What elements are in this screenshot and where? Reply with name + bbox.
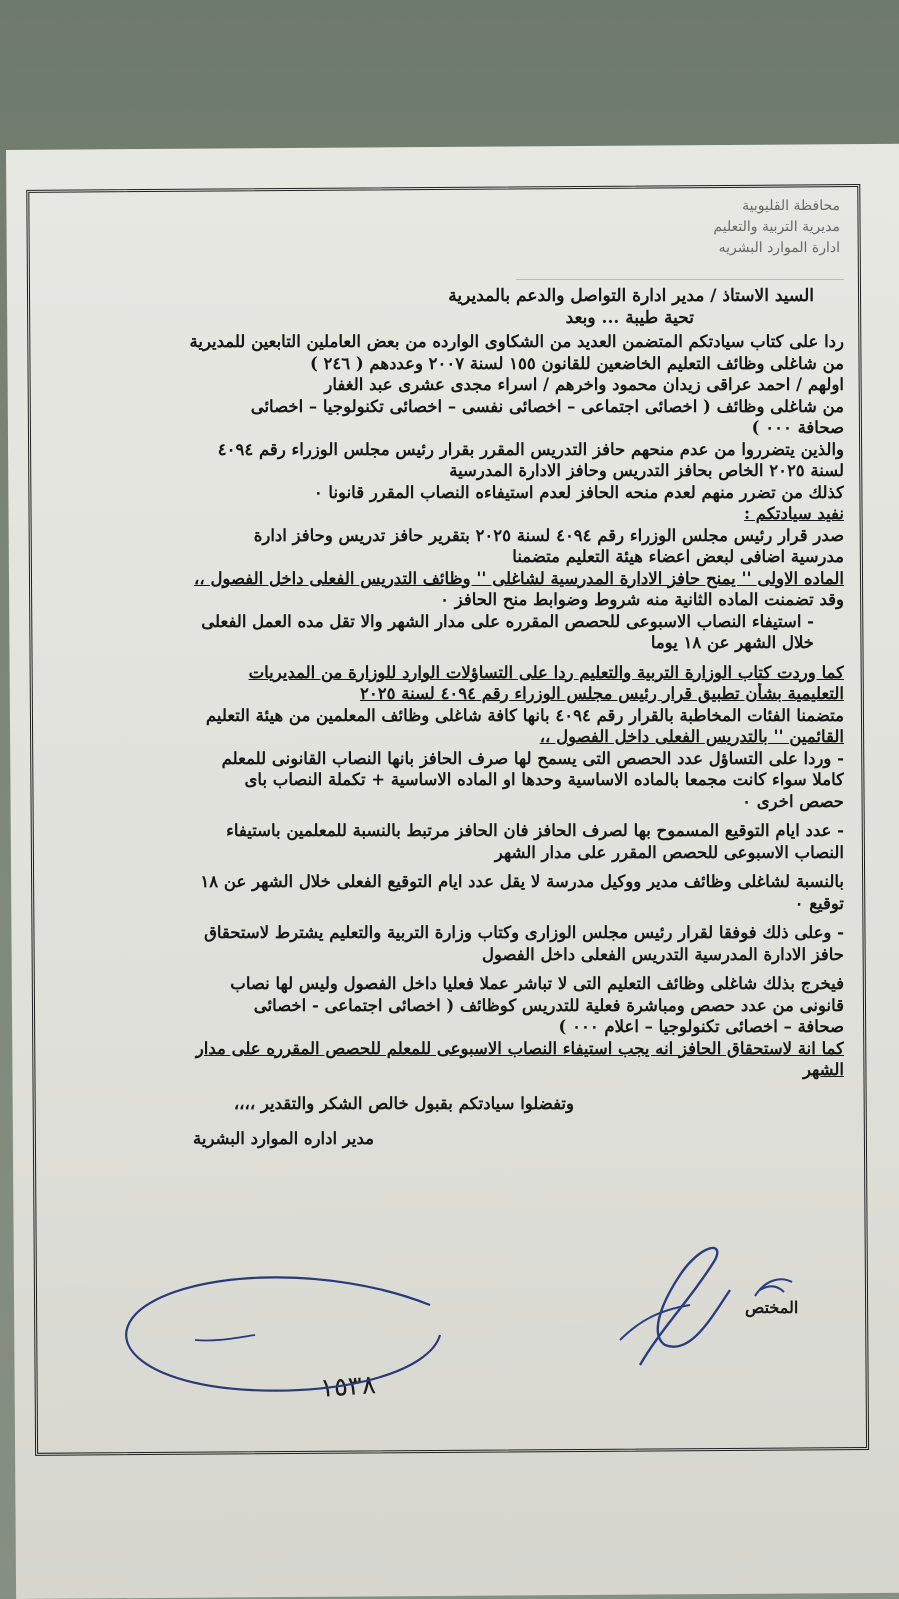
spacer (36, 965, 844, 973)
body-line: توقيع ٠ (794, 893, 844, 913)
body-line: كذلك من تضرر منهم لعدم منحه الحافز لعدم استيفاءه النصاب المقرر قانونا ٠ (313, 482, 844, 502)
body-line: وقد تضمنت الماده الثانية منه شروط وضوابط منح الحافز ٠ (440, 590, 844, 609)
clerk-label: المختص (745, 1298, 799, 1317)
body-line: كما انة لاستحقاق الحافز انه يجب استيفاء النصاب الاسبوعى للمعلم للحصص المقرره على مدار (195, 1038, 844, 1058)
body-line: كما وردت كتاب الوزارة التربية والتعليم ردا على التساؤلات الوارد للوزارة من المديريات (248, 662, 844, 682)
header-directorate: مديرية التربية والتعليم (713, 219, 840, 235)
body-line: اولهم / احمد عراقى زيدان محمود واخرهم / اسراء مجدى عشرى عبد الغفار (324, 375, 844, 394)
body-line: صحافة ٠٠٠ ) (751, 418, 844, 437)
section-heading: نفيد سيادتكم : (743, 504, 844, 523)
body-line: الشهر (802, 1060, 844, 1079)
body-line: - وعلى ذلك فوفقا لقرار رئيس مجلس الوزارى وكتاب وزارة التربية والتعليم يشترط لاستحقاق (204, 923, 844, 942)
body-line: قانونى من عدد حصص ومباشرة فعلية للتدريس كوظائف ( اخصائى اجتماعى - اخصائى (253, 995, 844, 1015)
closing-remark: وتفضلوا سيادتكم بقبول خالص الشكر والتقدير ،،،، (233, 1093, 574, 1113)
body-line: النصاب الاسبوعى للحصص المقرر على مدار الشهر (494, 842, 844, 862)
body-line: خلال الشهر عن ١٨ يوما (650, 633, 814, 652)
body-line: صحافة – اخصائى تكنولوجيا – اعلام ٠٠٠ ) (558, 1017, 844, 1036)
spacer (36, 914, 844, 922)
header-divider (516, 259, 844, 280)
body-line: القائمين '' بالتدريس الفعلى داخل الفصول ،، (539, 727, 844, 746)
body-line: الماده الاولى '' يمنح حافز الادارة المدرسية لشاغلى '' وظائف التدريس الفعلى داخل الفصول ،، (194, 568, 844, 588)
body-line: بالنسبة لشاغلى وظائف مدير ووكيل مدرسة لا يقل عدد ايام التوقيع الفعلى خلال الشهر عن ١٨ (200, 872, 844, 891)
handwritten-number: ١٥٣٨ (319, 1370, 377, 1404)
signatory-title: مدير اداره الموارد البشرية (193, 1129, 374, 1148)
body-line: من شاغلى وظائف ( اخصائى اجتماعى – اخصائى نفسى – اخصائى تكنولوجيا – اخصائى (250, 396, 844, 416)
body-line: صدر قرار رئيس مجلس الوزراء رقم ٤٠٩٤ لسنة ٢٠٢٥ بتقرير حافز تدريس وحافز ادارة (253, 525, 844, 545)
header-governorate: محافظة القليوبية (742, 198, 840, 214)
body-line: مدرسية اضافى لبعض اعضاء هيئة التعليم متضمنا (512, 547, 844, 566)
body-line: لسنة ٢٠٢٥ الخاص بحافز التدريس وحافز الادارة المدرسية (449, 461, 844, 480)
body-line: والذين يتضرروا من عدم منحهم حافز التدريس المقرر بقرار رئيس مجلس الوزراء رقم ٤٠٩٤ (217, 439, 844, 459)
greeting: تحية طيبة ... وبعد (565, 307, 694, 328)
body-line: التعليمية بشأن تطبيق قرار رئيس مجلس الوزراء رقم ٤٠٩٤ لسنة ٢٠٢٥ (360, 684, 844, 703)
body-line: متضمنا الفئات المخاطبة بالقرار رقم ٤٠٩٤ بانها كافة شاغلى وظائف المعلمين من هيئة التعليم (205, 705, 844, 725)
body-line: فيخرج بذلك شاغلى وظائف التعليم التى لا تباشر عملا فعليا داخل الفصول وليس لها نصاب (230, 974, 844, 993)
body-line: حصص اخرى ٠ (742, 791, 844, 811)
body-line: - استيفاء النصاب الاسبوعى للحصص المقرره على مدار الشهر والا تقل مده العمل الفعلى (201, 611, 814, 631)
body-line: - وردا على التساؤل عدد الحصص التى يسمح لها صرف الحافز بانها النصاب القانونى للمعلم (221, 748, 844, 768)
addressee: السيد الاستاذ / مدير ادارة التواصل والدعم بالمديرية (448, 286, 814, 306)
body-line: حافز الادارة المدرسية التدريس الفعلى داخل الفصول (481, 944, 844, 964)
spacer (36, 654, 844, 662)
letter-content (36, 196, 844, 1150)
body-line: من شاغلى وظائف التعليم الخاضعين للقانون ١٥٥ لسنة ٢٠٠٧ وعددهم ( ٢٤٦ ) (309, 353, 844, 373)
spacer (36, 812, 844, 820)
header-department: ادارة الموارد البشريه (718, 240, 840, 256)
body-line: ردا على كتاب سيادتكم المتضمن العديد من الشكاوى الوارده من بعض العاملين التابعين للمديرية (189, 332, 844, 351)
body-line: - عدد ايام التوقيع المسموح بها لصرف الحافز فان الحافز مرتبط بالنسبة للمعلمين باستيفاء (226, 821, 844, 840)
spacer (36, 863, 844, 871)
body-line: كاملا سواء كانت مجمعا بالماده الاساسية وحدها او الماده الاساسية + تكملة النصاب باى (244, 770, 844, 789)
